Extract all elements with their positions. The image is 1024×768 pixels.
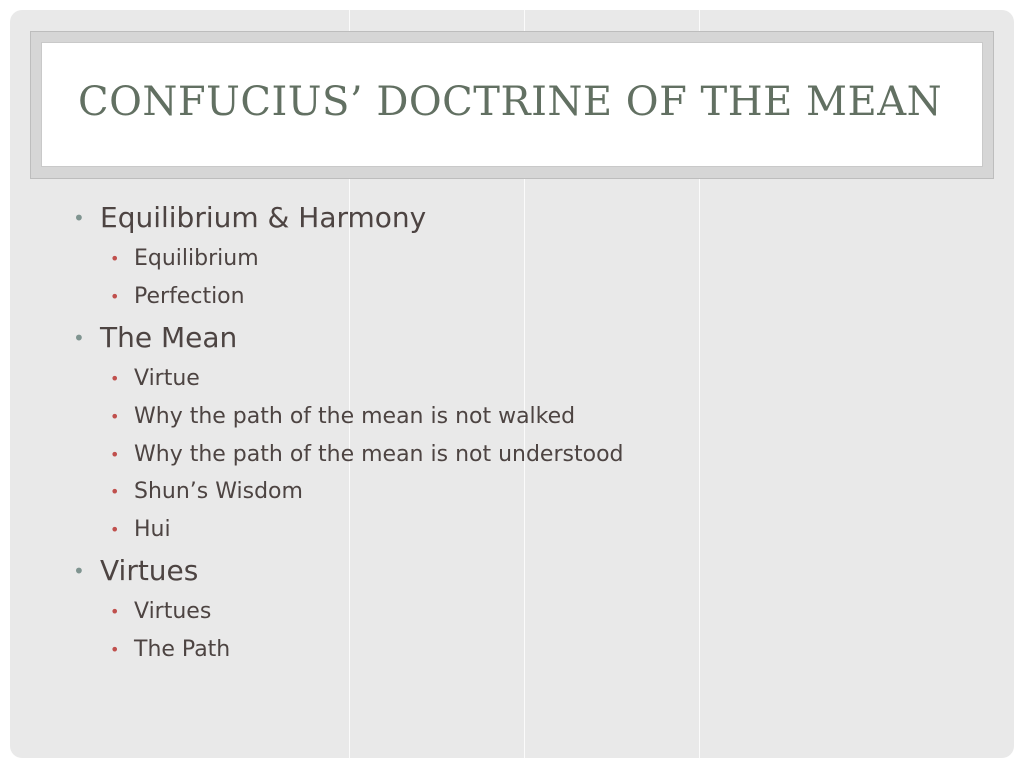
bullet-text: Why the path of the mean is not understood [134,442,624,467]
bullet-text: Virtue [134,366,200,391]
bullet-icon: • [110,602,120,621]
bullet-text: Why the path of the mean is not walked [134,404,576,429]
bullet-icon: • [110,249,120,268]
bullet-text: Perfection [134,284,245,309]
bullet-text: Shun’s Wisdom [134,479,303,504]
bullet-text: Equilibrium [134,246,259,271]
bullet-icon: • [110,287,120,306]
bullet-icon: • [110,520,120,539]
bullet-icon: • [110,369,120,388]
bullet-icon: • [73,326,85,350]
bullet-icon: • [110,482,120,501]
bullet-icon: • [110,407,120,426]
bullet-text: The Path [134,637,231,662]
bullet-text: Hui [134,517,171,542]
bullet-icon: • [73,559,85,583]
bullet-text: The Mean [100,321,238,354]
bullet-icon: • [110,445,120,464]
bullet-icon: • [73,206,85,230]
bullet-text: Virtues [134,599,212,624]
slide [10,10,1014,758]
slide-title: CONFUCIUS’ DOCTRINE OF THE MEAN [78,79,943,125]
bullet-text: Equilibrium & Harmony [100,201,427,234]
bullet-list [10,10,1014,758]
bullet-icon: • [110,640,120,659]
bullet-text: Virtues [100,554,199,587]
